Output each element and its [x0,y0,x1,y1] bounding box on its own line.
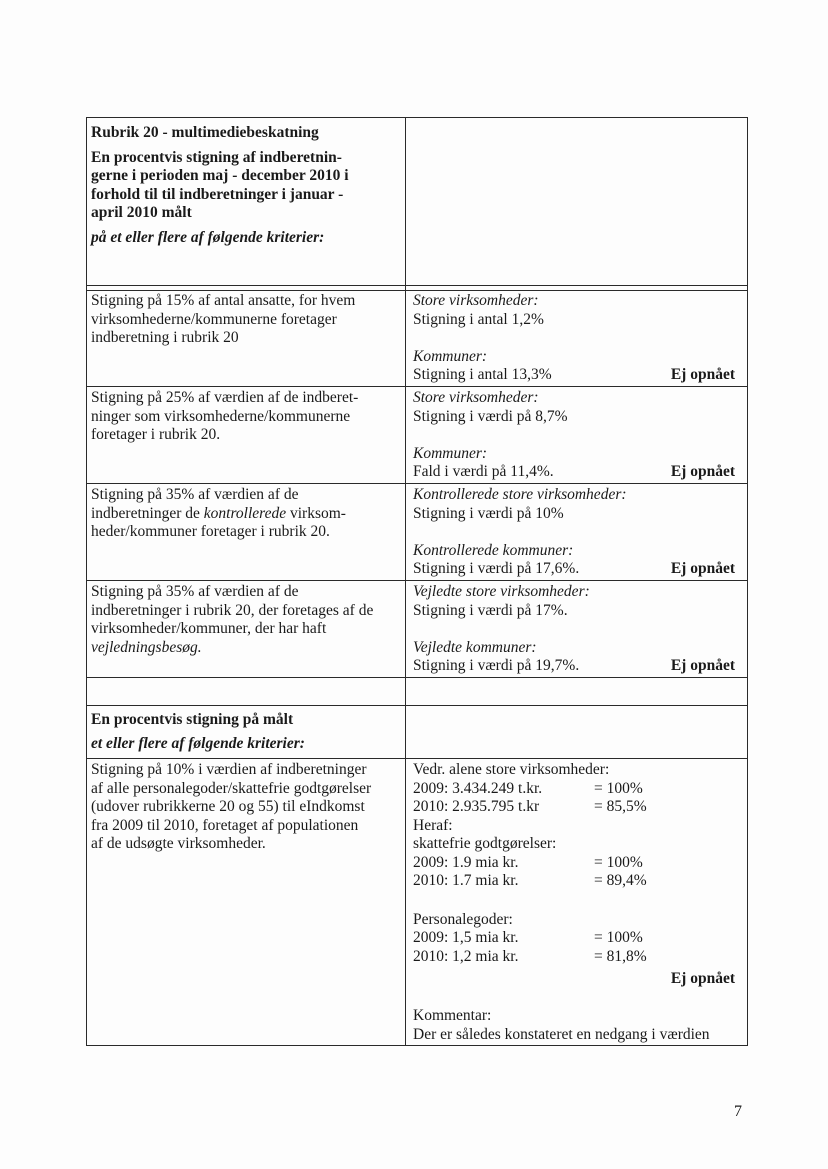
table1-row-divider [86,677,748,678]
result-value: Fald i værdi på 11,4%. [413,463,554,480]
header1-title: Rubrik 20 - multimediebeskatning [91,124,319,141]
header2-criteria: et eller flere af følgende kriterier: [91,734,305,752]
header1-lead-line: april 2010 målt [91,204,192,221]
result-label: Kontrollerede store virksomheder: [413,486,627,503]
comment-label: Kommentar: [413,1007,492,1024]
criterion-2-result [413,389,747,483]
table1-row-divider [86,580,748,581]
result-label: Kommuner: [413,347,488,365]
status-badge: Ej opnået [670,366,735,383]
header1-lead-line: En procentvis stigning af indberetnin- [91,148,342,166]
header1-lead-line: gerne i perioden maj - december 2010 i [91,167,349,184]
header1-criteria: på et eller flere af følgende kriterier: [91,228,325,246]
table1-bottom-border [86,705,748,706]
result-value: Stigning i værdi på 19,7%. [413,657,580,674]
criterion-5-result: Vedr. alene store virksomheder: 2009: 3.434.249 t.kr. = 100% 2010: 2.935.795 t.kr = 85,5% Heraf: skattefrie godtgørelser: 2009: 1.9 mia kr. = 100% 2010: 1.7 mia kr. = 89,4% Personalegoder: 2009: 1,5 mia kr. = 100% 2010: 1,2 mia kr. = 81,8% Ej opnået Kommentar: Der er således konstateret en nedgang i værdien [413,761,747,1045]
criterion-5-text: Stigning på 10% i værdien af indberetninger af alle personalegoder/skattefrie godtgørelser (udover rubrikkerne 20 og 55) til eIndkomst fra 2009 til 2010, foretaget af populationen af de udsøgte virksomheder. [91,761,372,852]
header2-title: En procentvis stigning på målt [91,711,294,728]
benefits-2010: 2010: 1,2 mia kr. = 81,8% [413,947,647,965]
result-label: Kontrollerede kommuner: [413,541,574,559]
status-badge: Ej opnået [670,657,735,674]
criterion-4-result [413,583,747,677]
table2-right-border [747,705,748,1046]
header1-cell [91,124,401,247]
result-value: Stigning i værdi på 8,7% [413,407,568,425]
header2-cell [91,711,401,753]
table1-row-divider [86,386,748,387]
criterion-2-text: Stigning på 25% af værdien af de indberet- ninger som virksomhederne/kommunerne foretager i rubrik 20. [91,389,359,443]
result-value: Stigning i værdi på 10% [413,504,564,522]
table2-bottom-border [86,1045,748,1046]
result-value: Stigning i antal 1,2% [413,310,544,328]
criterion-4-text: Stigning på 35% af værdien af de indberetninger i rubrik 20, der foretages af de virksomheder/kommuner, der har haft vejledningsbesøg. [91,583,374,656]
total-2010: 2010: 2.935.795 t.kr = 85,5% [413,798,647,815]
status-badge: Ej opnået [670,560,735,577]
criterion-1-text: Stigning på 15% af antal ansatte, for hvem virksomhederne/kommunerne foretager indberetning i rubrik 20 [91,292,356,346]
table2-row-divider [86,758,748,759]
tax-free-2010: 2010: 1.7 mia kr. = 89,4% [413,872,647,889]
table2-mid-border [405,705,406,1046]
comment-text: Der er således konstateret en nedgang i værdien [413,1026,710,1043]
table1-row-divider [86,285,748,286]
criterion-3-text: Stigning på 35% af værdien af de indberetninger de kontrollerede virksom- heder/kommuner foretager i rubrik 20. [91,486,346,540]
total-2009: 2009: 3.434.249 t.kr. = 100% [413,779,643,797]
tax-free-2009: 2009: 1.9 mia kr. = 100% [413,853,643,871]
result-intro: Vedr. alene store virksomheder: [413,761,610,778]
table2-left-border [86,705,87,1046]
result-value: Stigning i værdi på 17,6%. [413,560,580,577]
result-label: Vejledte store virksomheder: [413,583,590,600]
table1-top-border [86,117,748,118]
table1-right-border [747,117,748,706]
status-badge: Ej opnået [670,970,735,987]
result-label: Vejledte kommuner: [413,638,537,656]
page-number: 7 [734,1103,742,1120]
result-label: Kommuner: [413,444,488,462]
table1-row-divider [86,290,748,291]
header1-lead-line: forhold til til indberetninger i januar - [91,185,344,203]
result-value: Stigning i antal 13,3% [413,366,552,383]
result-label: Store virksomheder: [413,389,539,406]
table1-mid-border [405,117,406,706]
status-badge: Ej opnået [670,463,735,480]
benefits-2009: 2009: 1,5 mia kr. = 100% [413,929,643,946]
result-label: Store virksomheder: [413,292,539,309]
criterion-3-result [413,486,747,580]
table1-left-border [86,117,87,706]
table1-row-divider [86,483,748,484]
criterion-1-result [413,292,747,386]
result-value: Stigning i værdi på 17%. [413,601,568,619]
